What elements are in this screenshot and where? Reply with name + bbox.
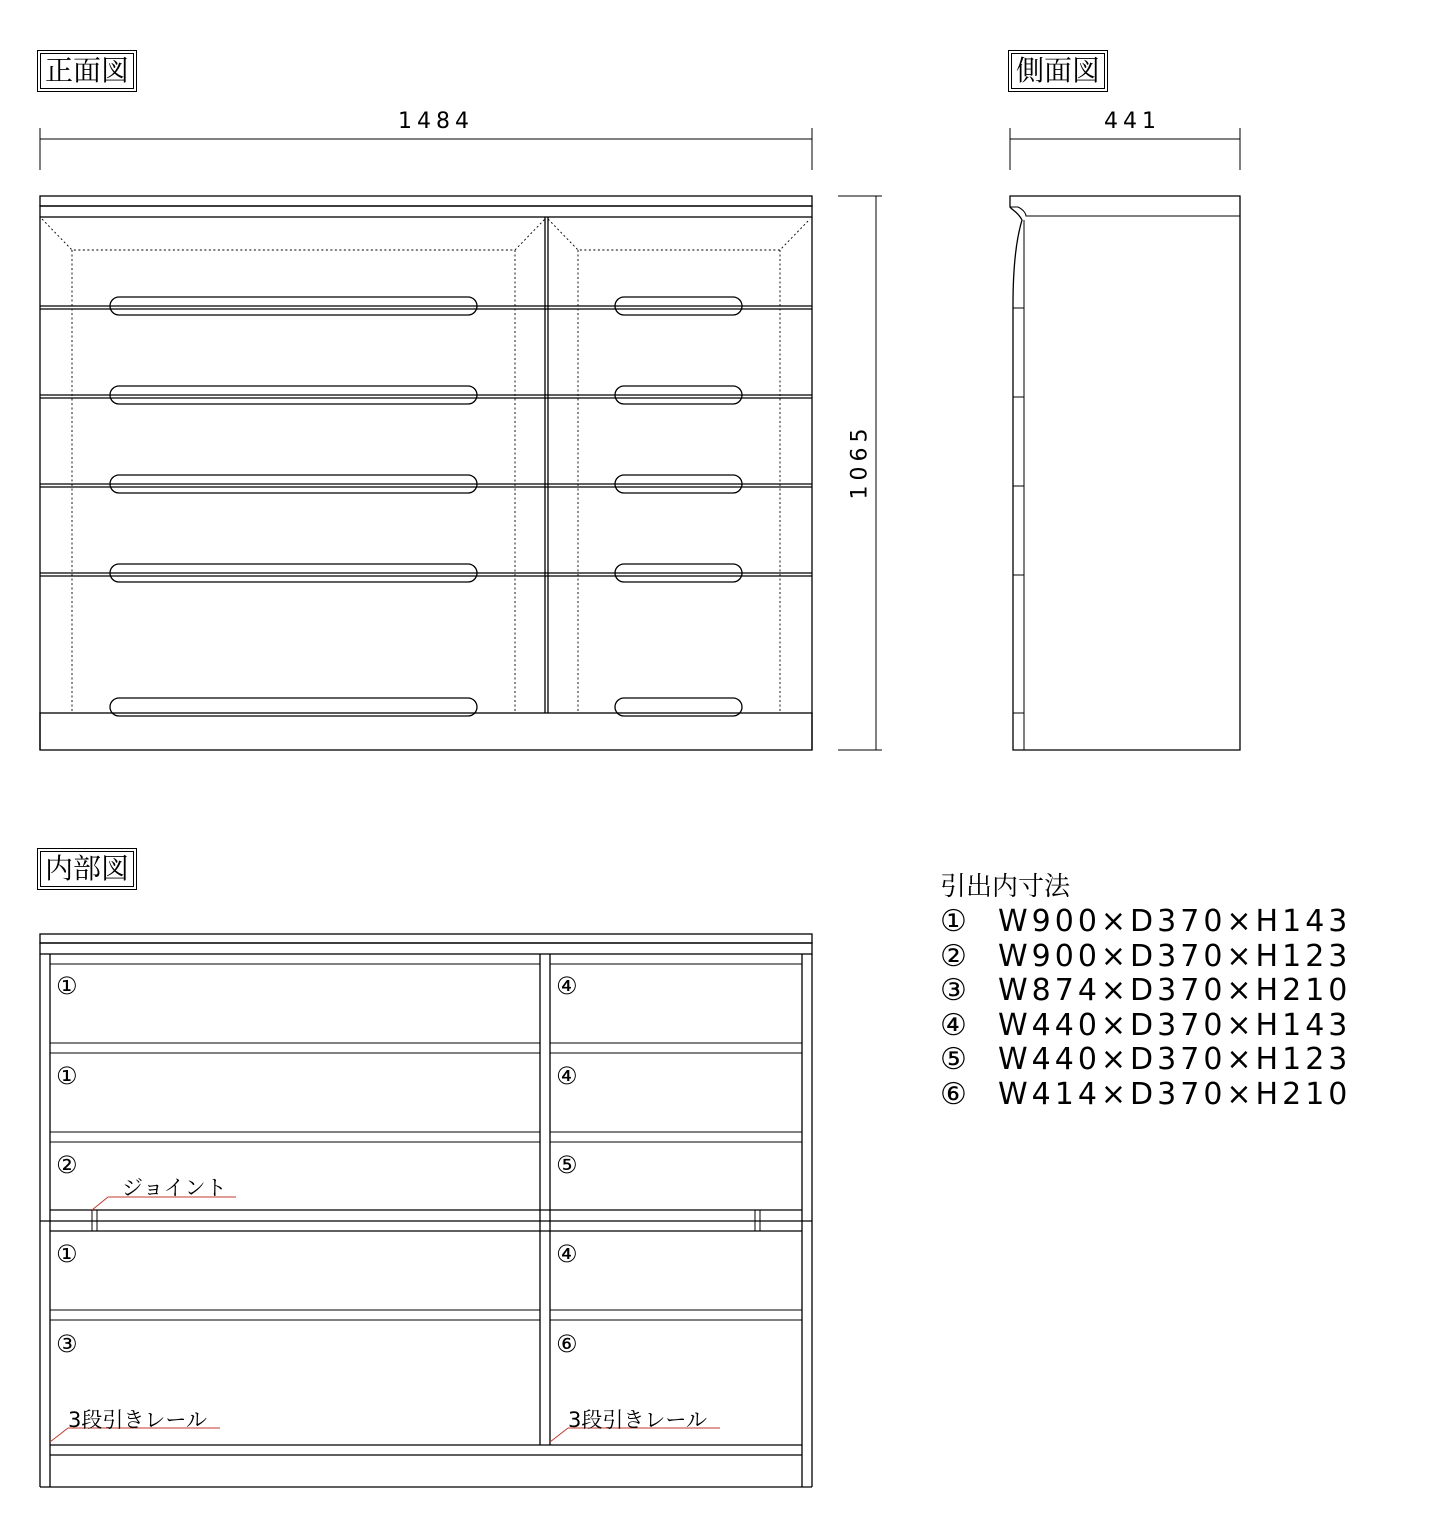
spec-title: 引出内寸法 bbox=[940, 872, 1071, 902]
side-view bbox=[1010, 128, 1240, 750]
width-dimension-label: 1484 bbox=[398, 109, 474, 134]
marker-right-2: ④ bbox=[556, 1062, 578, 1090]
front-plinth bbox=[40, 713, 812, 750]
marker-right-5: ⑥ bbox=[556, 1330, 578, 1358]
rail-right-leader bbox=[550, 1428, 568, 1442]
rail-left-leader bbox=[50, 1428, 68, 1442]
depth-dimension-label: 441 bbox=[1104, 109, 1161, 134]
height-dimension-label: 1065 bbox=[847, 423, 873, 500]
spec-row: ⑥ W414×D370×H210 bbox=[940, 1076, 1352, 1112]
marker-left-1: ① bbox=[56, 972, 78, 1000]
spec-row: ② W900×D370×H123 bbox=[940, 938, 1352, 974]
side-view-label: 側面図 bbox=[1011, 53, 1105, 89]
marker-left-2: ① bbox=[56, 1062, 78, 1090]
marker-right-4: ④ bbox=[556, 1240, 578, 1268]
rail-note-left: 3段引きレール bbox=[68, 1408, 207, 1432]
front-view bbox=[40, 128, 882, 750]
marker-left-5: ③ bbox=[56, 1330, 78, 1358]
marker-left-4: ① bbox=[56, 1240, 78, 1268]
joint-leader bbox=[92, 1197, 108, 1210]
front-view-label: 正面図 bbox=[40, 53, 134, 89]
spec-row: ③ W874×D370×H210 bbox=[940, 973, 1352, 1008]
spec-row: ④ W440×D370×H143 bbox=[940, 1007, 1352, 1043]
marker-left-3: ② bbox=[56, 1151, 78, 1179]
rail-note-right: 3段引きレール bbox=[568, 1408, 707, 1432]
marker-right-1: ④ bbox=[556, 972, 578, 1000]
inner-view-label: 内部図 bbox=[40, 851, 134, 887]
spec-row: ① W900×D370×H143 bbox=[940, 904, 1352, 939]
spec-row: ⑤ W440×D370×H123 bbox=[940, 1042, 1352, 1077]
marker-right-3: ⑤ bbox=[556, 1151, 578, 1179]
front-top-board-lower bbox=[40, 206, 812, 217]
front-top-board bbox=[40, 196, 812, 206]
joint-note: ジョイント bbox=[122, 1176, 227, 1200]
drawer-inner-dimensions bbox=[940, 866, 1351, 1112]
